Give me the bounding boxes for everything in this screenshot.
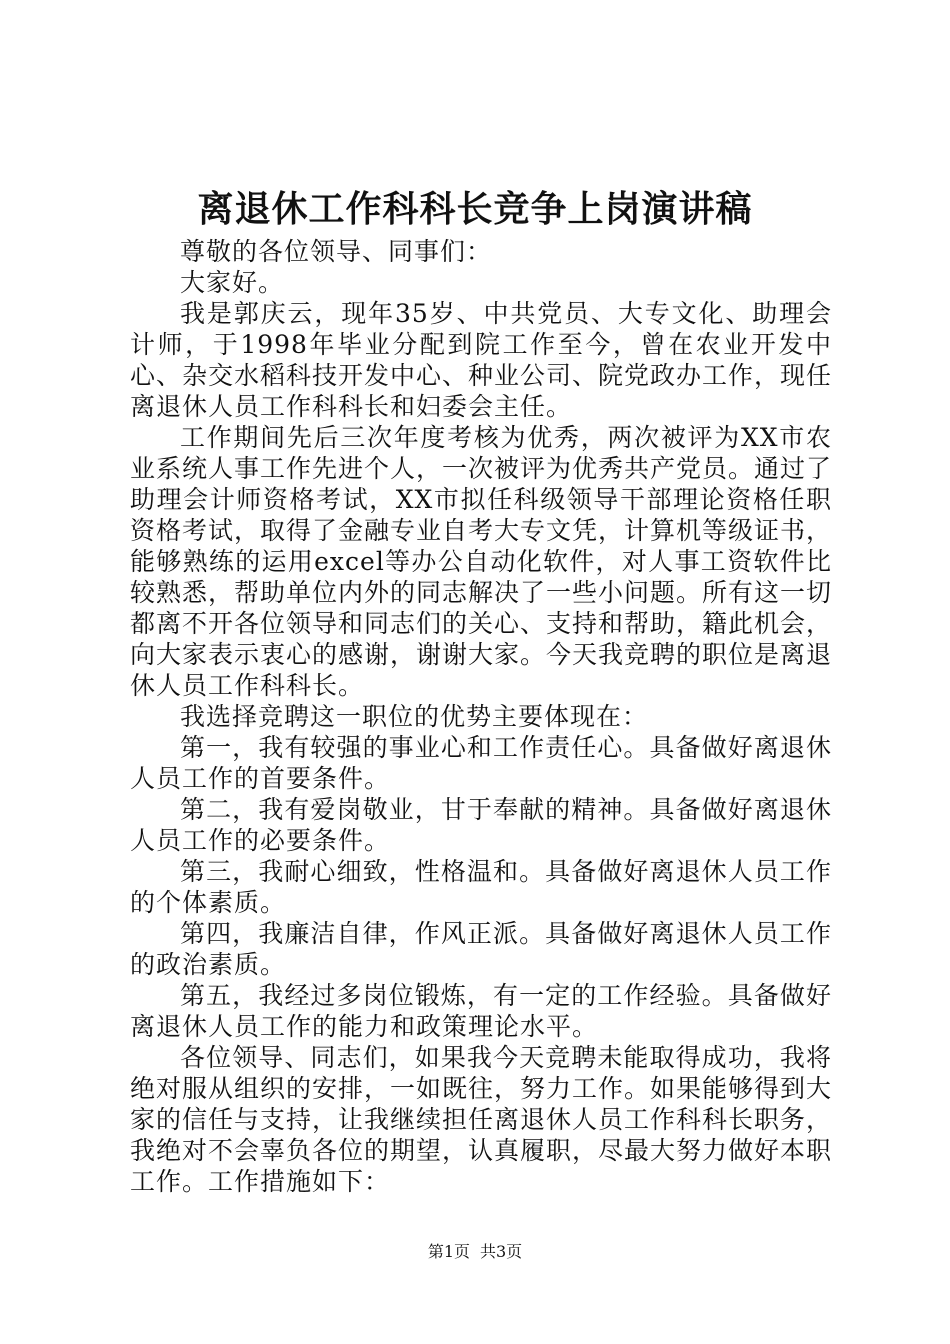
paragraph-commitment: 各位领导、同志们，如果我今天竞聘未能取得成功，我将绝对服从组织的安排，一如既往，努力工作。如果能够得到大家的信任与支持，让我继续担任离退休人员工作科科长职务，我绝对不会辜负各位的期望，认真履职，尽最大努力做好本职工作。工作措施如下：	[130, 1043, 833, 1196]
page-total: 共3页	[480, 1242, 523, 1261]
page-footer	[0, 1242, 950, 1262]
page-number: 第1页	[427, 1242, 470, 1261]
paragraph-greeting: 大家好。	[180, 268, 285, 297]
paragraph-achievements: 工作期间先后三次年度考核为优秀，两次被评为XX市农业系统人事工作先进个人，一次被评为优秀共产党员。通过了助理会计师资格考试，XX市拟任科级领导干部理论资格任职资格考试，取得了金融专业自考大专文凭，计算机等级证书，能够熟练的运用excel等办公自动化软件，对人事工资软件比较熟悉，帮助单位内外的同志解决了一些小问题。所有这一切都离不开各位领导和同志们的关心、支持和帮助，籍此机会，向大家表示衷心的感谢，谢谢大家。今天我竞聘的职位是离退休人员工作科科长。	[130, 423, 833, 700]
paragraph-salutation: 尊敬的各位领导、同事们：	[180, 237, 493, 266]
paragraph-advantage-5: 第五，我经过多岗位锻炼，有一定的工作经验。具备做好离退休人员工作的能力和政策理论水平。	[130, 981, 832, 1041]
paragraph-advantage-2: 第二，我有爱岗敬业，甘于奉献的精神。具备做好离退休人员工作的必要条件。	[130, 795, 832, 855]
paragraph-advantage-4: 第四，我廉洁自律，作风正派。具备做好离退休人员工作的政治素质。	[130, 919, 832, 979]
document-body	[130, 236, 832, 1197]
document-title: 离退休工作科科长竞争上岗演讲稿	[197, 188, 753, 230]
paragraph-self-introduction: 我是郭庆云，现年35岁、中共党员、大专文化、助理会计师，于1998年毕业分配到院工作至今，曾在农业开发中心、杂交水稻科技开发中心、种业公司、院党政办工作，现任离退休人员工作科科长和妇委会主任。	[130, 299, 833, 421]
paragraph-advantage-3: 第三，我耐心细致，性格温和。具备做好离退休人员工作的个体素质。	[130, 857, 832, 917]
paragraph-advantage-1: 第一，我有较强的事业心和工作责任心。具备做好离退休人员工作的首要条件。	[130, 733, 832, 793]
paragraph-advantages-intro: 我选择竞聘这一职位的优势主要体现在：	[180, 702, 649, 731]
